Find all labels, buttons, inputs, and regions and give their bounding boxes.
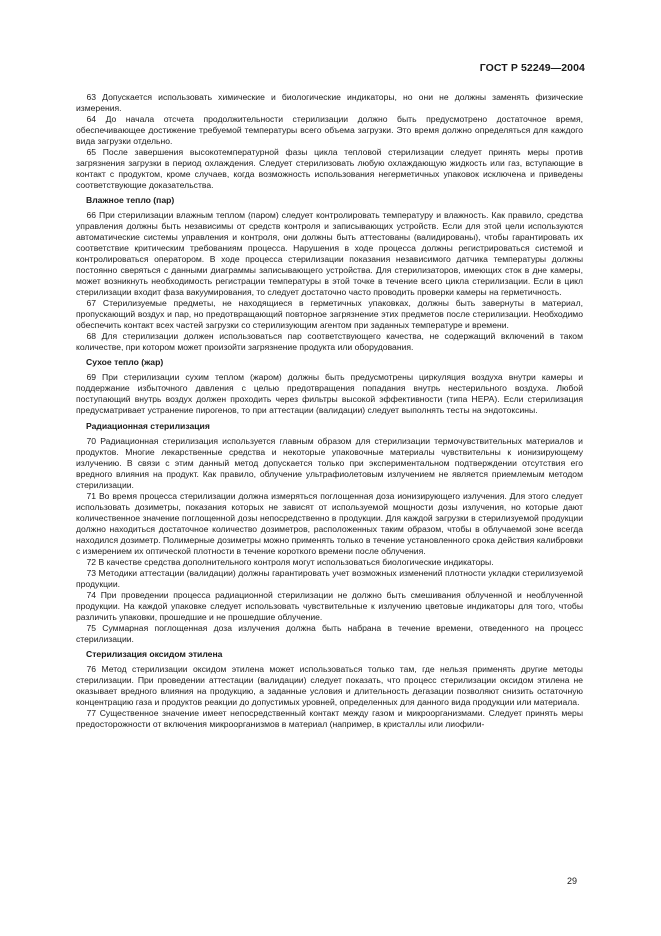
paragraph-76: 76 Метод стерилизации оксидом этилена может использоваться только там, где нельзя применять другие методы стерилизации. При проведении аттестации (валидации) следует показать, что процесс стерилизации оксидом этилена не оказывает вредного влияния на продукцию, а заданные условия и длительность дегазации позволяют снизить остаточную концентрацию газа и продуктов реакции до допустимых уровней, определенных для данного вида продукции или материала.	[76, 663, 583, 707]
paragraph-69: 69 При стерилизации сухим теплом (жаром) должны быть предусмотрены циркуляция воздуха внутри камеры и поддержание избыточного давления с целью предотвращения попадания внутрь нестерильного воздуха. Любой поступающий внутрь воздух должен проходить через фильтры высокой эффективности (типа НЕРА). Если стерилизация предусматривает устранение пирогенов, то при аттестации (валидации) следует выполнять тесты на эндотоксины.	[76, 372, 583, 415]
paragraph-64: 64 До начала отсчета продолжительности стерилизации должно быть предусмотрено достаточное время, обеспечивающее достижение требуемой температуры всего объема загрузки. Это время должно определяться для каждого вида загрузки отдельно.	[76, 114, 583, 146]
paragraph-63: 63 Допускается использовать химические и биологические индикаторы, но они не должны заменять физические измерения.	[76, 92, 583, 113]
paragraph-67: 67 Стерилизуемые предметы, не находящиеся в герметичных упаковках, должны быть завернуты в материал, пропускающий воздух и пар, но предотвращающий повторное загрязнение этих предметов после стерилизации. Необходимо обеспечить контакт всех частей загрузки со стерилизующим агентом при заданных температуре и времени.	[76, 298, 583, 330]
paragraph-66: 66 При стерилизации влажным теплом (паром) следует контролировать температуру и влажность. Как правило, средства управления должны быть независимы от средств контроля и записывающих устройств. Если для этой цели используются автоматические системы управления и контроля, они должны быть аттестованы (валидированы), чтобы гарантировать их соответствие критическим требованиям процесса. Нарушения в ходе процесса должны регистрироваться системой и контролироваться оператором. В ходе процесса стерилизации показания независимого датчика температуры должны постоянно сверяться с данными диаграммы записывающего устройства. Для стерилизаторов, имеющих сток в дне камеры, может возникнуть необходимость регистрации температуры в этой точке в течение всего цикла стерилизации. Если в цикл стерилизации входит фаза вакуумирования, то следует достаточно часто проводить проверки камеры на герметичность.	[76, 210, 583, 297]
paragraph-77: 77 Существенное значение имеет непосредственный контакт между газом и микроорганизмами. Следует принять меры предосторожности от включения микроорганизмов в материал (например, в кристаллы или лиофили-	[76, 707, 583, 729]
document-body	[76, 92, 583, 730]
section-heading-dry-heat: Сухое тепло (жар)	[86, 357, 164, 367]
paragraph-71: 71 Во время процесса стерилизации должна измеряться поглощенная доза ионизирующего излучения. Для этого следует использовать дозиметры, показания которых не зависят от используемой мощности дозы излучения, но которые дают количественное значение поглощенной дозы непосредственно в продукции. Для каждой загрузки в стерилизуемой продукции должно находиться достаточное количество дозиметров, расположенных таким образом, чтобы в облучаемой зоне всегда находился дозиметр. Полимерные дозиметры можно применять только в течение установленного срока действия калибровки с измерением их оптической плотности в течение короткого времени после облучения.	[76, 490, 583, 556]
paragraph-75: 75 Суммарная поглощенная доза излучения должна быть набрана в течение времени, отведенного на процесс стерилизации.	[76, 622, 583, 644]
paragraph-74: 74 При проведении процесса радиационной стерилизации не должно быть смешивания облученной и необлученной продукции. На каждой упаковке следует использовать чувствительные к излучению цветовые индикаторы для того, чтобы различить упаковки, прошедшие и не прошедшие облучение.	[76, 589, 583, 622]
section-heading-ethylene-oxide: Стерилизация оксидом этилена	[86, 648, 223, 659]
paragraph-65: 65 После завершения высокотемпературной фазы цикла тепловой стерилизации следует принять меры против загрязнения загрузки в период охлаждения. Следует стерилизовать любую охлаждающую жидкость или газ, вступающие в контакт с продуктом, кроме случаев, когда возможность использования негерметичных упаковок исключена и приведены соответствующие доказательства.	[76, 147, 583, 190]
paragraph-72: 72 В качестве средства дополнительного контроля могут использоваться биологические индикаторы.	[86, 556, 494, 567]
document-standard-id: ГОСТ Р 52249—2004	[479, 62, 585, 74]
paragraph-70: 70 Радиационная стерилизация используется главным образом для стерилизации термочувствительных материалов и продуктов. Многие лекарственные средства и некоторые упаковочные материалы чувствительны к ионизирующему излучению. В связи с этим данный метод допускается только при экспериментальном подтверждении отсутствия его вредного влияния на продукт. Как правило, облучение ультрафиолетовым излучением не является приемлемым методом стерилизации.	[76, 435, 583, 490]
paragraph-73: 73 Методики аттестации (валидации) должны гарантировать учет возможных изменений плотности укладки стерилизуемой продукции.	[76, 567, 583, 589]
paragraph-68: 68 Для стерилизации должен использоваться пар соответствующего качества, не содержащий включений в таком количестве, при котором может произойти загрязнение продукта или оборудования.	[76, 331, 583, 352]
page-number: 29	[566, 876, 577, 886]
section-heading-radiation: Радиационная стерилизация	[86, 420, 210, 431]
section-heading-moist-heat: Влажное тепло (пар)	[86, 195, 175, 205]
